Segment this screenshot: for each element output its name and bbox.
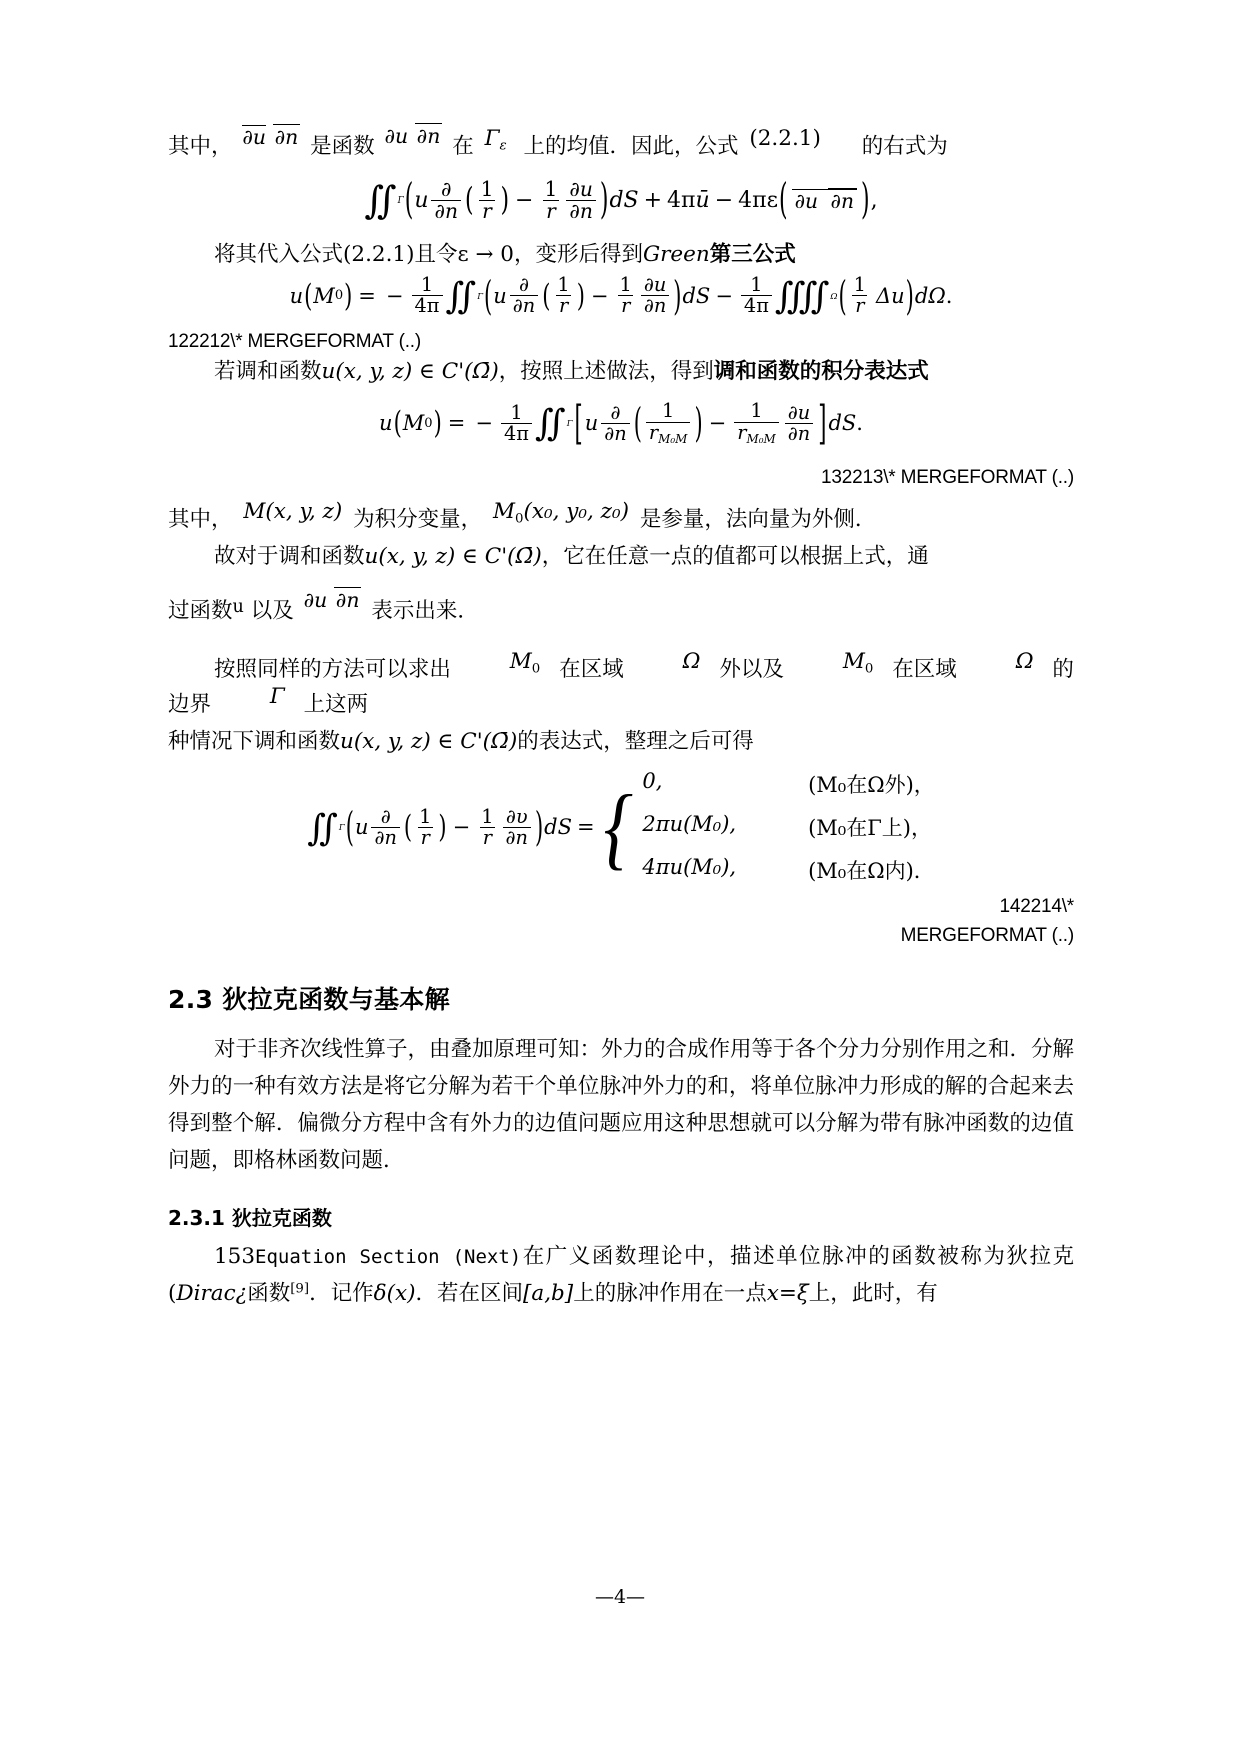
frac-one-over-four-pi-2: $\frac{1}{4\pi}$ — [741, 275, 772, 317]
paren-open-small-icon: ( — [464, 182, 474, 219]
frac-partial-over-partial-n-3: $\frac{\partial}{\partial n}$ — [601, 403, 629, 445]
paren-open-icon: ( — [404, 176, 414, 225]
text-integration-variable: 为积分变量， — [353, 507, 483, 533]
frac-one-over-r-6: $\frac{1}{r}$ — [419, 804, 432, 849]
equation-right-side-of-221: ∬ Γ ( u $\frac{\partial}{\partial n}$ ( $\frac{1}{r}$ ) − $\frac{1}{r}$ $\frac{\partial u}{\partial n}$ ) dS + 4πū − 4πε ( ∂u ∂n ) , — [364, 176, 878, 225]
equation-ref-221: (2.2.1) — [749, 125, 821, 151]
frac-one-over-four-pi: $\frac{1}{4\pi}$ — [412, 275, 443, 317]
inline-math-interval-ab: [a,b] — [522, 1281, 574, 1307]
text-if-on-interval: ．若在区间 — [415, 1281, 523, 1307]
text-impulse-acts-at: 上的脉冲作用在一点 — [573, 1281, 767, 1307]
inline-math-M0-a: M0 — [509, 648, 541, 677]
text-mid3: 上的均值．因此，公式 — [523, 134, 739, 159]
paren-open-small-icon-2: ( — [542, 278, 551, 314]
paren-open-icon-3: ( — [484, 273, 493, 319]
inline-math-M-xyz: M(x, y, z) — [243, 499, 343, 524]
paren-open-icon-5: ( — [633, 400, 642, 447]
term-four-pi-epsilon: 4πε — [738, 188, 778, 214]
frac-partial-over-partial-n: $\frac{\partial}{\partial n}$ — [431, 179, 461, 222]
inline-math-gamma: Γ — [269, 683, 285, 709]
symbol-gamma-epsilon: $\Gamma_\varepsilon$ — [484, 125, 507, 154]
text-through-function: 过函数 — [168, 598, 233, 624]
field-code-142214 — [168, 893, 1074, 950]
paragraph-variables-definition — [168, 499, 1074, 538]
inline-frac-du-dn-bar: ∂u ∂n — [242, 124, 299, 149]
text-lead: 其中， — [168, 134, 233, 159]
frac-one-over-r-2: $\frac{1}{r}$ — [544, 176, 558, 224]
text-generalized-function-theory: 在广义函数理论中，描述单位脉冲的函数被称为狄拉克( — [168, 1244, 1074, 1307]
double-integral-icon-3: ∬ — [534, 401, 554, 445]
text-third-formula-bold: 第三公式 — [709, 242, 796, 268]
paragraph-same-method-cases — [168, 648, 1074, 723]
frac-dv-over-dn: $\frac{\partial\upsilon}{\partial n}$ — [503, 807, 531, 849]
text-integral-expression-bold: 调和函数的积分表达式 — [713, 358, 929, 384]
frac-du-over-dn: $\frac{\partial u}{\partial n}$ — [566, 179, 596, 222]
left-brace-icon: { — [603, 775, 633, 878]
term-four-pi-u-bar: 4πū — [667, 188, 710, 214]
frac-one-over-r-5: $\frac{1}{r}$ — [853, 273, 866, 318]
paragraph-section-2-3-body: 对于非齐次线性算子，由叠加原理可知：外力的合成作用等于各个分力分别作用之和．分解外力的一种有效方法是将它分解为若干个单位脉冲外力的和，将单位脉冲力形成的解的合起来去得到整个解．偏微分方程中含有外力的边值问题应用这种思想就可以分解为带有脉冲函数的边值问题，即格林函数问题． — [168, 1037, 1075, 1174]
text-in-region-2: 在区域 — [892, 656, 957, 682]
page-number: —4— — [594, 1586, 646, 1608]
text-equation-section-next: Equation Section (Next) — [255, 1246, 522, 1269]
text-if-harmonic: 若调和函数 — [214, 358, 322, 384]
frac-one-over-r-m0m-2: $\frac{1}{r_{M_0M}}$ — [734, 401, 779, 445]
paren-close-icon-2: ) — [861, 176, 870, 225]
paren-close-icon-5: ) — [694, 400, 703, 447]
reference-mark-9: [9] — [290, 1281, 310, 1297]
bracket-open-icon: [ — [574, 396, 583, 450]
text-parameter-outward-normal: 是参量，法向量为外侧． — [639, 507, 877, 533]
frac-one-over-r-7: $\frac{1}{r}$ — [481, 804, 494, 849]
text-and: 以及 — [250, 598, 294, 624]
frac-du-over-dn-bar: ∂u ∂n — [792, 189, 857, 212]
frac-partial-over-partial-n-4: $\frac{\partial}{\partial n}$ — [371, 807, 399, 849]
inline-math-x-equals-xi: x=ξ — [766, 1281, 809, 1307]
inline-math-u-in-c1-2: u(x, y, z) ∈ C'(Ω̄) — [364, 543, 542, 569]
inline-math-M0-x0y0z0: M0(x₀, y₀, z₀) — [492, 499, 630, 527]
page-footer — [0, 1586, 1240, 1608]
paragraph-harmonic-integral-expression — [168, 355, 1074, 390]
text-therefore-harmonic: 故对于调和函数 — [214, 543, 365, 569]
text-eq-number-153: 153 — [214, 1244, 256, 1270]
inline-math-u-in-c1: u(x, y, z) ∈ C'(Ω̄) — [321, 358, 499, 384]
frac-one-over-r-4: $\frac{1}{r}$ — [619, 273, 632, 318]
double-integral-icon: ∬ — [364, 178, 384, 223]
inline-math-M0-b: M0 — [842, 648, 874, 677]
paragraph-value-at-any-point — [168, 540, 1074, 575]
text-mid2: 在 — [452, 134, 474, 159]
inline-math-delta: δ — [373, 1281, 387, 1307]
quadruple-integral-icon: ⨌ — [774, 274, 818, 318]
field-code-132213: 132213\* MERGEFORMAT (..) — [821, 467, 1074, 489]
heading-section-2-3: 2.3 狄拉克函数与基本解 — [168, 985, 450, 1015]
text-boundary-of: 的边界 — [168, 656, 1074, 717]
text-on-these-two: 上这两 — [303, 691, 369, 717]
double-integral-icon-2: ∬ — [445, 274, 464, 318]
frac-one-over-r-m0m: $\frac{1}{r_{M_0M}}$ — [646, 401, 691, 445]
frac-one-over-r: $\frac{1}{r}$ — [480, 176, 494, 224]
paren-close-icon-6: ) — [534, 804, 544, 851]
text-green: Green — [642, 242, 710, 268]
term-laplacian-u: Δu — [875, 283, 905, 308]
text-qizhong: 其中， — [168, 507, 233, 533]
paragraph-green-third-formula-lead — [168, 238, 1074, 273]
text-following-method: ，按照上述做法，得到 — [498, 358, 714, 384]
equation-three-cases: ∬ Γ ( u $\frac{\partial}{\partial n}$ ( $\frac{1}{r}$ ) − $\frac{1}{r}$ $\frac{\partial\upsilon}{\partial n}$ ) dS = { 0, (M₀在Ω外)， 2πu(M₀), (M₀在Γ上)， 4πu(M₀), (M₀在Ω内)． — [307, 769, 935, 884]
paren-close-small-icon-3: ) — [438, 810, 447, 845]
field-code-122212: 122212\* MERGEFORMAT (..) — [168, 330, 421, 352]
paren-close-icon-3: ) — [673, 273, 682, 319]
page-content — [168, 123, 1075, 1315]
text-dirac: Dirac — [176, 1281, 236, 1307]
frac-du-over-dn-2: $\frac{\partial u}{\partial n}$ — [641, 275, 669, 317]
paren-close-icon-4: ) — [905, 273, 914, 319]
case-value-2: 4πu(M₀), — [642, 855, 737, 880]
text-function-word: 函数 — [247, 1281, 291, 1307]
field-code-142214-line2: MERGEFORMAT (..) — [900, 924, 1074, 946]
text-tail: 的右式为 — [861, 134, 948, 159]
text-expression-after-arrangement: 的表达式，整理之后可得 — [517, 728, 754, 754]
text-denoted-as: ．记作 — [309, 1281, 374, 1307]
frac-one-over-four-pi-3: $\frac{1}{4\pi}$ — [501, 403, 532, 445]
text-value-any-point: ，它在任意一点的值都可以根据上式，通 — [541, 543, 929, 569]
inline-frac-du-dn-2: ∂u ∂n — [303, 587, 360, 612]
inline-math-u: u — [232, 596, 244, 617]
cases-grid — [642, 769, 934, 885]
text-same-method: 按照同样的方法可以求出 — [214, 656, 451, 682]
text-mid1: 是函数 — [310, 134, 375, 159]
paragraph-expressed-by-u-and-dudn — [168, 587, 1074, 629]
paragraph-two-case-expression — [168, 725, 1074, 760]
paren-open-icon-4: ( — [838, 273, 847, 319]
text-expressed: 表示出来． — [371, 598, 479, 624]
paren-close-small-icon-2: ) — [576, 278, 585, 314]
frac-one-over-r-3: $\frac{1}{r}$ — [557, 273, 570, 318]
paren-close-icon: ) — [599, 176, 609, 225]
text-in-region-1: 在区域 — [559, 656, 624, 682]
paren-open-small-icon-3: ( — [403, 810, 413, 845]
text-outside-and: 外以及 — [719, 656, 784, 682]
inline-math-omega-a: Ω — [682, 648, 701, 674]
text-two-cases-harmonic: 种情况下调和函数 — [168, 728, 341, 754]
inline-frac-du-dn: ∂u ∂n — [384, 123, 441, 148]
paragraph-qizhong-mean-value — [168, 123, 1074, 165]
case-cond-1: (M₀在Γ上)， — [808, 816, 932, 841]
case-value-1: 2πu(M₀), — [642, 812, 737, 837]
paragraph-section-2-3-1-body — [168, 1239, 1074, 1313]
frac-partial-over-partial-n-2: $\frac{\partial}{\partial n}$ — [510, 275, 538, 317]
text-dirac-tail: ¿ — [235, 1281, 248, 1307]
text-substitute-lead: 将其代入公式(2.2.1)且令ε → 0，变形后得到 — [214, 242, 643, 268]
equation-harmonic-integral-expression: u ( M 0 ) = − $\frac{1}{4\pi}$ ∬ Γ [ u $\frac{\partial}{\partial n}$ ( $\frac{1}{r_{M_0M}}$ ) − $\frac{1}{r_{M_0M}}$ $\frac{\partial u}{\partial n}$ ] dS . — [379, 396, 863, 450]
cases-block — [600, 769, 935, 885]
text-at-this-time: 上，此时，有 — [808, 1281, 938, 1307]
double-integral-icon-4: ∬ — [307, 805, 326, 849]
case-cond-0: (M₀在Ω外)， — [808, 773, 935, 798]
heading-section-2-3-1: 2.3.1 狄拉克函数 — [168, 1206, 332, 1231]
case-value-0: 0, — [642, 769, 663, 794]
paren-open-icon-6: ( — [345, 804, 354, 851]
case-cond-2: (M₀在Ω内)． — [808, 859, 935, 884]
inline-math-omega-b: Ω — [1015, 648, 1034, 674]
equation-green-third-formula: u ( M 0 ) = − $\frac{1}{4\pi}$ ∬ Γ ( u $\frac{\partial}{\partial n}$ ( $\frac{1}{r}$ ) − $\frac{1}{r}$ $\frac{\partial u}{\partial n}$ ) dS − $\frac{1}{4\pi}$ ⨌ Ω ( $\frac{1}{r}$ Δu ) dΩ . — [289, 273, 953, 319]
paren-close-small-icon: ) — [500, 182, 510, 219]
paren-open-icon-2: ( — [778, 176, 788, 225]
field-code-142214-line1: 142214\* — [999, 896, 1074, 918]
inline-math-delta-arg: (x) — [386, 1281, 416, 1307]
frac-du-over-dn-3: $\frac{\partial u}{\partial n}$ — [785, 403, 813, 445]
inline-math-u-in-c1-3: u(x, y, z) ∈ C'(Ω̄) — [340, 728, 518, 754]
bracket-close-icon: ] — [818, 396, 827, 450]
